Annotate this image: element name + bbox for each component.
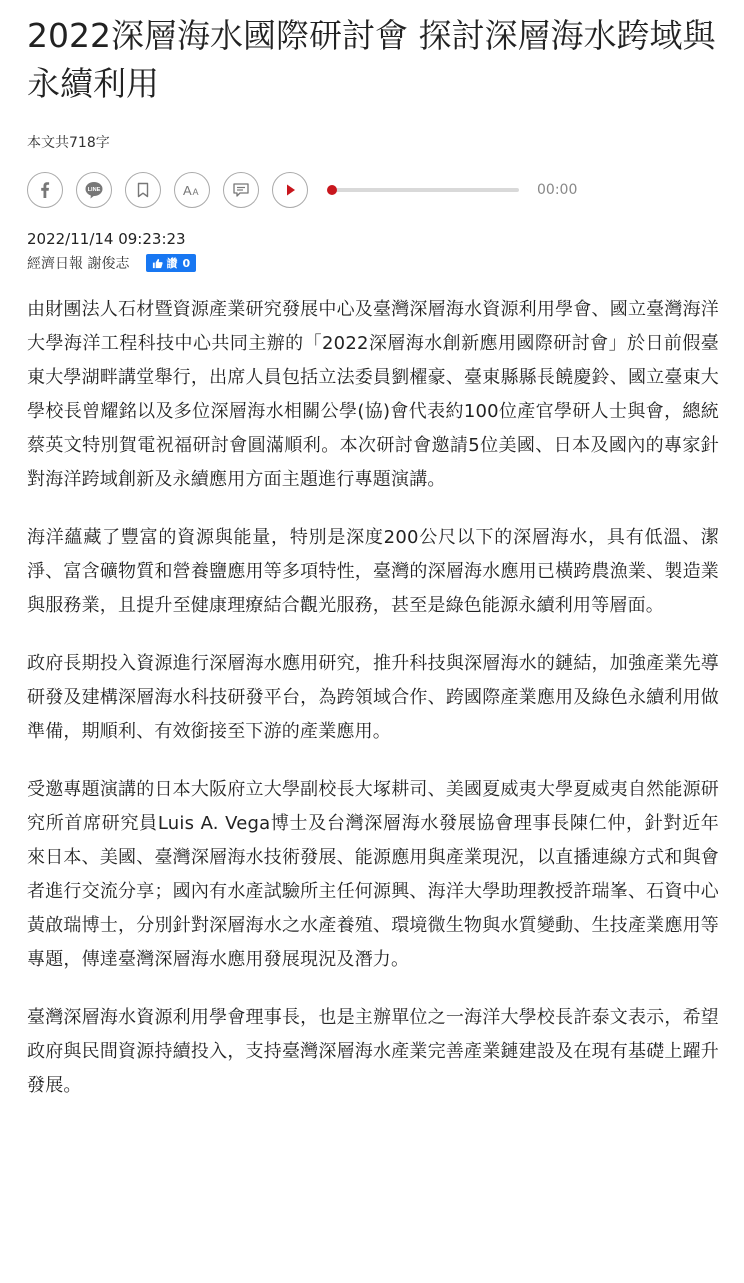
- svg-text:LINE: LINE: [87, 187, 101, 194]
- article: [27, 0, 719, 1127]
- article-title: 2022深層海水國際研討會 探討深層海水跨域與永續利用: [27, 16, 716, 103]
- line-share-button[interactable]: [76, 172, 112, 208]
- play-icon: [282, 182, 298, 198]
- audio-progress-track[interactable]: [331, 188, 519, 192]
- thumbs-up-icon: [152, 258, 163, 269]
- facebook-like-button[interactable]: [146, 254, 196, 272]
- comment-icon: [231, 181, 251, 199]
- article-paragraph: 臺灣深層海水資源利用學會理事長，也是主辦單位之一海洋大學校長許泰文表示，希望政府與民間資源持續投入，支持臺灣深層海水產業完善產業鏈建設及在現有基礎上躍升發展。: [27, 1007, 719, 1096]
- audio-play-button[interactable]: [272, 172, 308, 208]
- audio-progress: [331, 182, 577, 198]
- share-toolbar: [27, 171, 719, 209]
- article-body: [27, 293, 719, 1103]
- facebook-icon: [35, 180, 55, 200]
- audio-progress-knob[interactable]: [327, 185, 337, 195]
- svg-text:A: A: [183, 183, 192, 198]
- byline-row: [27, 252, 719, 274]
- font-size-icon: [181, 181, 203, 199]
- like-label: 讚: [166, 257, 178, 270]
- bookmark-icon: [134, 181, 152, 199]
- like-count: 0: [182, 256, 191, 270]
- article-paragraph: 政府長期投入資源進行深層海水應用研究，推升科技與深層海水的鏈結，加強產業先導研發及建構深層海水科技研發平台，為跨領域合作、跨國際產業應用及綠色永續利用做準備，期順利、有效銜接至下游的產業應用。: [27, 653, 719, 742]
- comment-button[interactable]: [223, 172, 259, 208]
- article-paragraph: 海洋蘊藏了豐富的資源與能量，特別是深度200公尺以下的深層海水，具有低溫、潔淨、富含礦物質和營養鹽應用等多項特性，臺灣的深層海水應用已橫跨農漁業、製造業與服務業，且提升至健康理療結合觀光服務，甚至是綠色能源永續利用等層面。: [27, 527, 719, 616]
- line-icon: [83, 179, 105, 201]
- author-byline: 經濟日報 謝俊志: [27, 256, 130, 272]
- font-size-button[interactable]: [174, 172, 210, 208]
- bookmark-button[interactable]: [125, 172, 161, 208]
- article-paragraph: 受邀專題演講的日本大阪府立大學副校長大塚耕司、美國夏威夷大學夏威夷自然能源研究所首席研究員Luis A. Vega博士及台灣深層海水發展協會理事長陳仁仲，針對近年來日本、美國、臺灣深層海水技術發展、能源應用與產業現況，以直播連線方式和與會者進行交流分享；國內有水產試驗所主任何源興、海洋大學助理教授許瑞峯、石資中心黃啟瑞博士，分別針對深層海水之水產養殖、環境微生物與水質變動、生技產業應用等專題，傳達臺灣深層海水應用發展現況及潛力。: [27, 779, 719, 970]
- audio-time: 00:00: [537, 182, 578, 198]
- article-paragraph: 由財團法人石材暨資源產業研究發展中心及臺灣深層海水資源利用學會、國立臺灣海洋大學海洋工程科技中心共同主辦的「2022深層海水創新應用國際研討會」於日前假臺東大學湖畔講堂舉行，出席人員包括立法委員劉櫂豪、臺東縣縣長饒慶鈴、國立臺東大學校長曾耀銘以及多位深層海水相關公學(協)會代表約100位產官學研人士與會，總統蔡英文特別賀電祝福研討會圓滿順利。本次研討會邀請5位美國、日本及國內的專家針對海洋跨域創新及永續應用方面主題進行專題演講。: [27, 299, 719, 490]
- svg-text:A: A: [192, 187, 199, 197]
- publish-datetime: 2022/11/14 09:23:23: [27, 230, 186, 248]
- word-count: 本文共718字: [27, 135, 110, 151]
- facebook-share-button[interactable]: [27, 172, 63, 208]
